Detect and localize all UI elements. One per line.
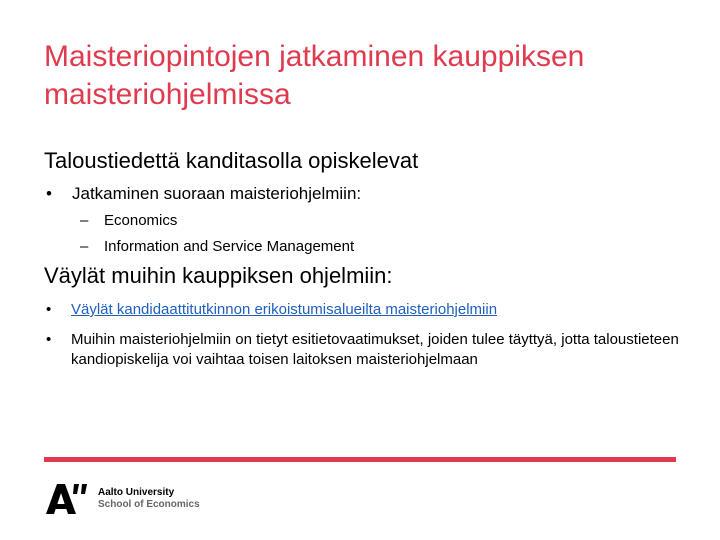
bullet-text: Jatkaminen suoraan maisteriohjelmiin: — [72, 184, 362, 203]
bullet-marker: • — [46, 184, 52, 203]
footer-divider — [44, 457, 676, 462]
bullet-item-prerequisites — [46, 330, 686, 370]
logo-school-name: School of Economics — [98, 499, 200, 510]
aalto-a-logo-icon — [44, 482, 92, 516]
section-heading-other-programs: Väylät muihin kauppiksen ohjelmiin: — [44, 263, 393, 288]
sub-item-label: Information and Service Management — [104, 238, 355, 255]
bullet-item-pathways-link — [46, 300, 497, 320]
sub-item-label: Economics — [104, 212, 178, 229]
pathways-link[interactable]: Väylät kandidaattitutkinnon erikoistumisalueilta maisteriohjelmiin — [71, 301, 498, 318]
bullet-marker: • — [46, 331, 52, 348]
logo-university-name: Aalto University — [98, 487, 175, 498]
logo-text — [98, 487, 200, 511]
bullet-text: Muihin maisteriohjelmiin on tietyt esitietovaatimukset, joiden tulee täyttyä, jotta taloustieteen kandiopiskelija voi vaihtaa toisen laitoksen maisteriohjelmaan — [71, 331, 679, 368]
slide-title: Maisteriopintojen jatkaminen kauppiksen maisteriohjelmissa — [44, 40, 585, 111]
sub-item-economics — [80, 211, 177, 231]
dash-marker: – — [80, 212, 89, 229]
dash-marker: – — [80, 238, 89, 255]
section-heading-economics-students: Taloustiedettä kanditasolla opiskelevat — [44, 148, 419, 173]
bullet-item-direct-continuation — [46, 183, 361, 205]
bullet-marker: • — [46, 301, 52, 318]
aalto-logo — [44, 482, 200, 516]
sub-item-information-service-management — [80, 237, 354, 257]
